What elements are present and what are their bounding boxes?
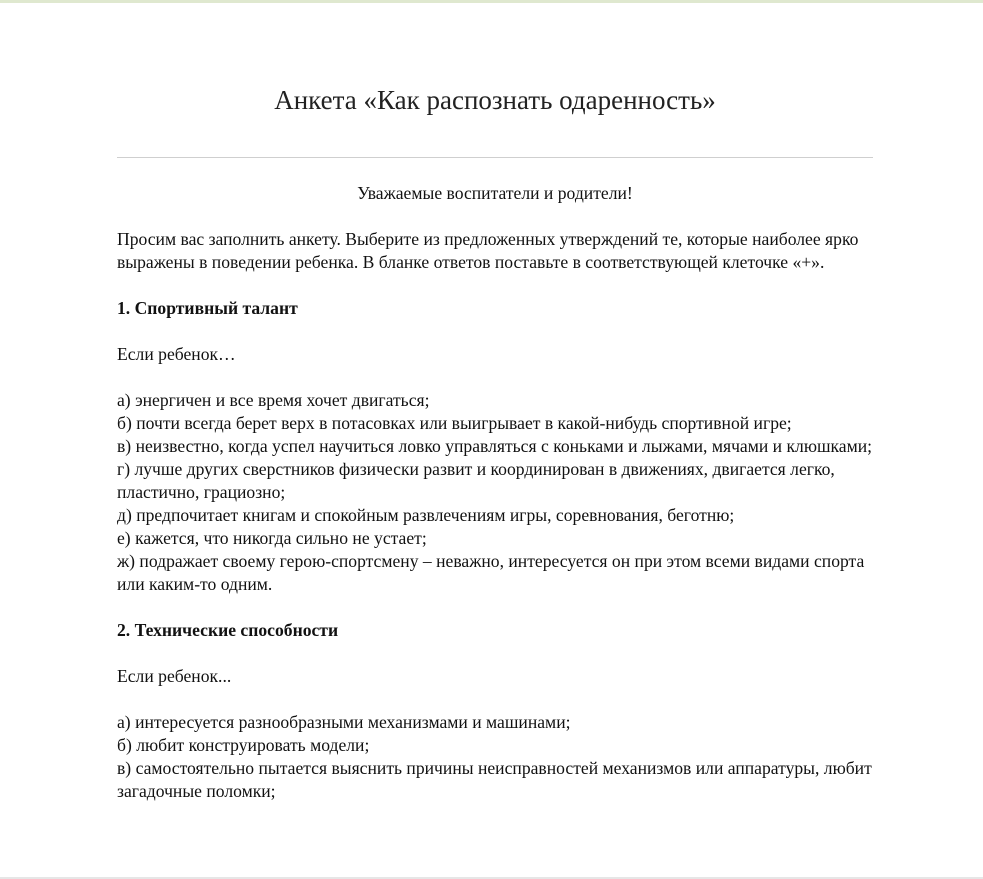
list-item: б) почти всегда берет верх в потасовках или выигрывает в какой-нибудь спортивной игре; — [117, 413, 792, 433]
title-divider — [117, 157, 873, 158]
intro-paragraph: Просим вас заполнить анкету. Выберите из предложенных утверждений те, которые наиболее ярко выражены в поведении ребенка. В бланке ответов поставьте в соответствующей клеточке «+». — [117, 229, 859, 272]
list-item: а) энергичен и все время хочет двигаться; — [117, 390, 430, 410]
top-border — [0, 0, 983, 3]
document-title: Анкета «Как распознать одаренность» — [274, 85, 716, 115]
section-list — [117, 711, 873, 803]
section-heading: 1. Спортивный талант — [117, 298, 298, 318]
greeting: Уважаемые воспитатели и родители! — [357, 183, 633, 203]
section-heading: 2. Технические способности — [117, 620, 339, 640]
list-item: ж) подражает своему герою-спортсмену – неважно, интересуется он при этом всеми видами спорта или каким-то одним. — [117, 551, 865, 594]
section-lead: Если ребенок… — [117, 344, 236, 364]
list-item: е) кажется, что никогда сильно не устает; — [117, 528, 427, 548]
list-item: д) предпочитает книгам и спокойным развлечениям игры, соревнования, беготню; — [117, 505, 735, 525]
section-list — [117, 389, 873, 596]
list-item: а) интересуется разнообразными механизмами и машинами; — [117, 712, 571, 732]
list-item: в) неизвестно, когда успел научиться ловко управляться с коньками и лыжами, мячами и клюшками; — [117, 436, 873, 456]
list-item: в) самостоятельно пытается выяснить причины неисправностей механизмов или аппаратуры, любит загадочные поломки; — [117, 758, 872, 801]
document-body — [117, 182, 873, 826]
list-item: г) лучше других сверстников физически развит и координирован в движениях, двигается легко, пластично, грациозно; — [117, 459, 835, 502]
section-lead: Если ребенок... — [117, 666, 232, 686]
list-item: б) любит конструировать модели; — [117, 735, 370, 755]
